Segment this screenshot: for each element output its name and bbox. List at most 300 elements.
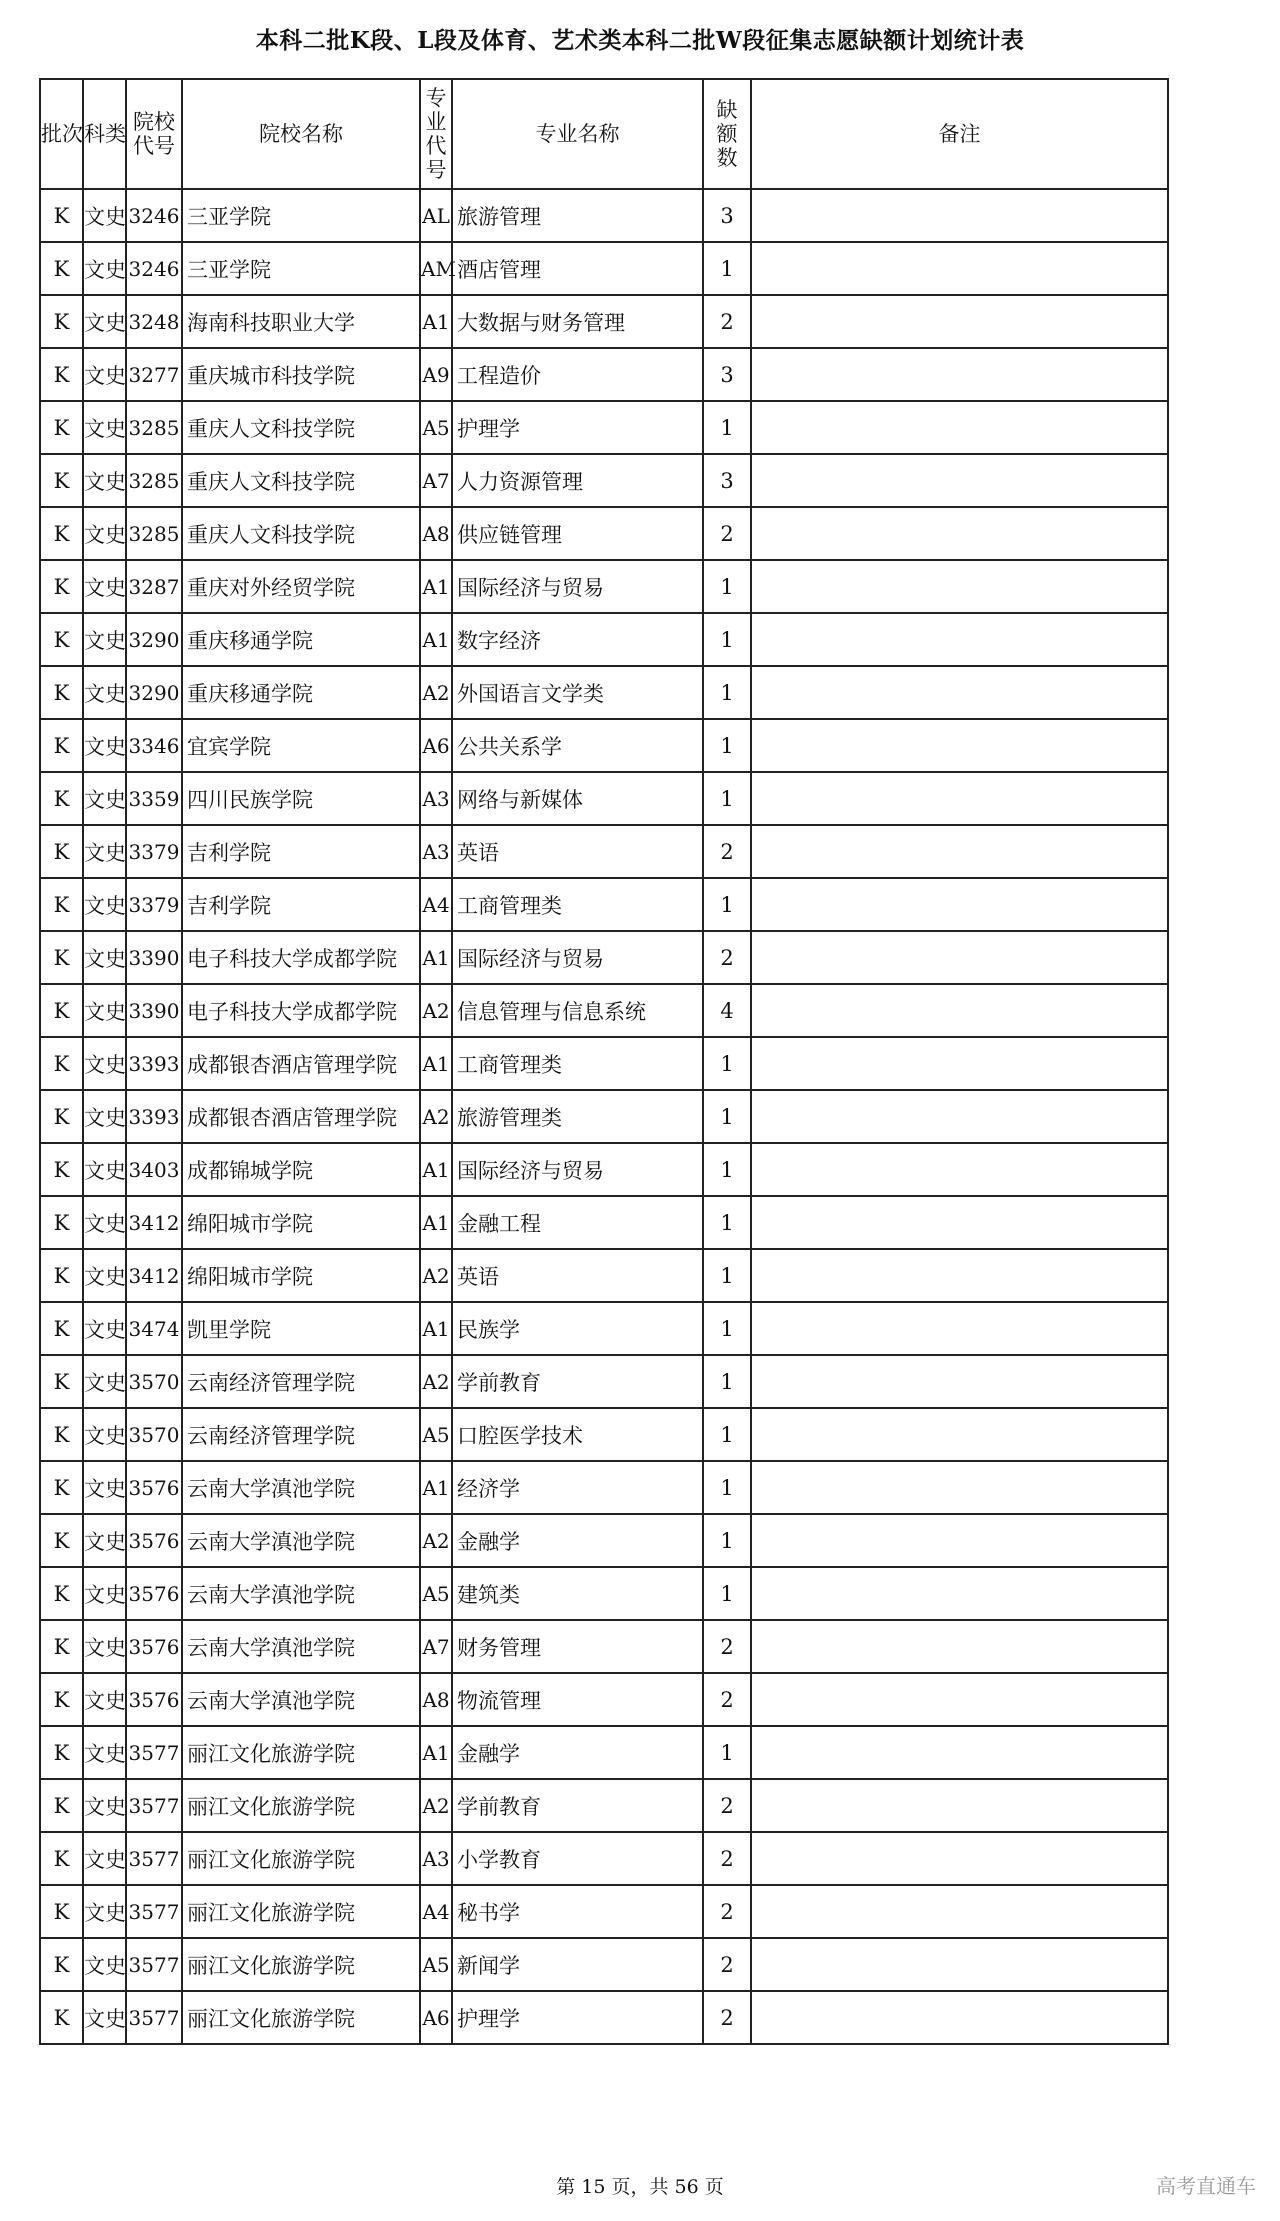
- cell-major-name: 建筑类: [452, 1567, 703, 1620]
- table-row: [40, 454, 1168, 507]
- cell-major-code: A2: [420, 984, 452, 1037]
- cell-batch: K: [40, 931, 83, 984]
- cell-remark: [751, 1832, 1168, 1885]
- cell-batch: K: [40, 1196, 83, 1249]
- cell-vacancy: 3: [703, 454, 751, 507]
- cell-remark: [751, 189, 1168, 242]
- cell-major-code: A8: [420, 1673, 452, 1726]
- cell-major-code: A4: [420, 1885, 452, 1938]
- cell-remark: [751, 560, 1168, 613]
- table-row: [40, 1726, 1168, 1779]
- cell-major-code: A5: [420, 1408, 452, 1461]
- cell-school-name: 电子科技大学成都学院: [182, 931, 420, 984]
- cell-vacancy: 3: [703, 348, 751, 401]
- table-row: [40, 1302, 1168, 1355]
- cell-batch: K: [40, 295, 83, 348]
- cell-major-code: A1: [420, 1143, 452, 1196]
- cell-major-code: A6: [420, 719, 452, 772]
- page-number: 第 15 页，共 56 页: [556, 2176, 724, 2198]
- cell-major-name: 工程造价: [452, 348, 703, 401]
- cell-vacancy: 1: [703, 560, 751, 613]
- cell-vacancy: 2: [703, 1779, 751, 1832]
- cell-major-name: 供应链管理: [452, 507, 703, 560]
- watermark: 高考直通车: [1156, 2174, 1256, 2198]
- cell-major-name: 秘书学: [452, 1885, 703, 1938]
- cell-major-code: A2: [420, 1779, 452, 1832]
- cell-school-name: 绵阳城市学院: [182, 1249, 420, 1302]
- cell-category: 文史: [83, 719, 126, 772]
- page-title: 本科二批K段、L段及体育、艺术类本科二批W段征集志愿缺额计划统计表: [255, 27, 1025, 54]
- cell-school-code: 3576: [126, 1620, 182, 1673]
- cell-school-name: 云南经济管理学院: [182, 1355, 420, 1408]
- table-row: [40, 1408, 1168, 1461]
- cell-remark: [751, 1779, 1168, 1832]
- cell-category: 文史: [83, 878, 126, 931]
- cell-vacancy: 2: [703, 1832, 751, 1885]
- cell-school-code: 3359: [126, 772, 182, 825]
- cell-category: 文史: [83, 348, 126, 401]
- cell-school-code: 3393: [126, 1090, 182, 1143]
- cell-category: 文史: [83, 1249, 126, 1302]
- cell-remark: [751, 507, 1168, 560]
- cell-vacancy: 1: [703, 1249, 751, 1302]
- cell-major-code: A3: [420, 772, 452, 825]
- table-row: [40, 1620, 1168, 1673]
- table-row: [40, 507, 1168, 560]
- cell-category: 文史: [83, 1143, 126, 1196]
- table-row: [40, 931, 1168, 984]
- cell-school-name: 丽江文化旅游学院: [182, 1832, 420, 1885]
- cell-major-name: 旅游管理: [452, 189, 703, 242]
- cell-category: 文史: [83, 1779, 126, 1832]
- cell-category: 文史: [83, 401, 126, 454]
- table-row: [40, 1196, 1168, 1249]
- cell-remark: [751, 1249, 1168, 1302]
- cell-school-name: 成都银杏酒店管理学院: [182, 1037, 420, 1090]
- cell-category: 文史: [83, 825, 126, 878]
- cell-school-code: 3577: [126, 1938, 182, 1991]
- header-school-code: [126, 79, 182, 189]
- cell-batch: K: [40, 1726, 83, 1779]
- cell-major-code: A4: [420, 878, 452, 931]
- cell-school-name: 云南大学滇池学院: [182, 1514, 420, 1567]
- cell-vacancy: 1: [703, 1726, 751, 1779]
- cell-major-name: 旅游管理类: [452, 1090, 703, 1143]
- cell-major-code: A3: [420, 825, 452, 878]
- cell-major-name: 大数据与财务管理: [452, 295, 703, 348]
- cell-major-name: 经济学: [452, 1461, 703, 1514]
- cell-vacancy: 1: [703, 1196, 751, 1249]
- cell-school-name: 丽江文化旅游学院: [182, 1991, 420, 2044]
- cell-major-code: A1: [420, 1726, 452, 1779]
- cell-vacancy: 1: [703, 1037, 751, 1090]
- cell-school-name: 重庆人文科技学院: [182, 507, 420, 560]
- table-row: [40, 1355, 1168, 1408]
- table-row: [40, 1567, 1168, 1620]
- cell-remark: [751, 1408, 1168, 1461]
- cell-school-code: 3576: [126, 1673, 182, 1726]
- cell-major-code: A1: [420, 1461, 452, 1514]
- cell-remark: [751, 1514, 1168, 1567]
- cell-major-name: 外国语言文学类: [452, 666, 703, 719]
- cell-vacancy: 2: [703, 1938, 751, 1991]
- cell-vacancy: 1: [703, 1514, 751, 1567]
- table-row: [40, 295, 1168, 348]
- cell-batch: K: [40, 719, 83, 772]
- cell-category: 文史: [83, 931, 126, 984]
- cell-batch: K: [40, 1461, 83, 1514]
- cell-remark: [751, 1885, 1168, 1938]
- cell-remark: [751, 242, 1168, 295]
- header-vacancy-line1: 缺: [716, 98, 738, 122]
- vacancy-table: [39, 78, 1169, 2045]
- table-row: [40, 719, 1168, 772]
- cell-vacancy: 2: [703, 1991, 751, 2044]
- cell-school-code: 3577: [126, 1832, 182, 1885]
- cell-major-name: 英语: [452, 1249, 703, 1302]
- cell-school-name: 重庆对外经贸学院: [182, 560, 420, 613]
- cell-school-code: 3570: [126, 1408, 182, 1461]
- cell-batch: K: [40, 454, 83, 507]
- cell-major-code: A1: [420, 1302, 452, 1355]
- cell-major-name: 英语: [452, 825, 703, 878]
- cell-category: 文史: [83, 295, 126, 348]
- cell-school-code: 3577: [126, 1885, 182, 1938]
- cell-remark: [751, 931, 1168, 984]
- cell-vacancy: 1: [703, 772, 751, 825]
- cell-remark: [751, 348, 1168, 401]
- table-row: [40, 1461, 1168, 1514]
- cell-remark: [751, 1673, 1168, 1726]
- cell-major-code: AL: [420, 189, 452, 242]
- cell-remark: [751, 1037, 1168, 1090]
- cell-batch: K: [40, 1249, 83, 1302]
- cell-major-name: 工商管理类: [452, 878, 703, 931]
- cell-major-name: 民族学: [452, 1302, 703, 1355]
- cell-remark: [751, 1620, 1168, 1673]
- cell-major-code: AM: [420, 242, 452, 295]
- cell-category: 文史: [83, 613, 126, 666]
- cell-vacancy: 1: [703, 1461, 751, 1514]
- cell-major-name: 国际经济与贸易: [452, 931, 703, 984]
- cell-major-name: 国际经济与贸易: [452, 560, 703, 613]
- cell-major-code: A2: [420, 1355, 452, 1408]
- cell-school-code: 3474: [126, 1302, 182, 1355]
- cell-school-code: 3412: [126, 1249, 182, 1302]
- cell-batch: K: [40, 613, 83, 666]
- cell-school-code: 3577: [126, 1991, 182, 2044]
- cell-major-code: A2: [420, 1249, 452, 1302]
- cell-major-code: A1: [420, 295, 452, 348]
- cell-remark: [751, 1355, 1168, 1408]
- cell-major-name: 信息管理与信息系统: [452, 984, 703, 1037]
- cell-vacancy: 2: [703, 825, 751, 878]
- table-row: [40, 1885, 1168, 1938]
- cell-school-name: 重庆移通学院: [182, 613, 420, 666]
- cell-batch: K: [40, 1408, 83, 1461]
- cell-major-code: A1: [420, 560, 452, 613]
- cell-school-name: 丽江文化旅游学院: [182, 1779, 420, 1832]
- cell-remark: [751, 1938, 1168, 1991]
- cell-school-code: 3246: [126, 189, 182, 242]
- cell-school-code: 3379: [126, 825, 182, 878]
- cell-category: 文史: [83, 560, 126, 613]
- cell-school-name: 吉利学院: [182, 878, 420, 931]
- cell-category: 文史: [83, 1991, 126, 2044]
- cell-category: 文史: [83, 1567, 126, 1620]
- header-batch: 批次: [40, 79, 83, 189]
- cell-remark: [751, 1991, 1168, 2044]
- cell-vacancy: 1: [703, 1408, 751, 1461]
- cell-remark: [751, 984, 1168, 1037]
- header-major-code: [420, 79, 452, 189]
- cell-school-code: 3570: [126, 1355, 182, 1408]
- cell-school-code: 3390: [126, 984, 182, 1037]
- cell-vacancy: 1: [703, 878, 751, 931]
- cell-major-code: A6: [420, 1991, 452, 2044]
- cell-school-name: 电子科技大学成都学院: [182, 984, 420, 1037]
- cell-school-name: 三亚学院: [182, 189, 420, 242]
- cell-major-code: A9: [420, 348, 452, 401]
- cell-school-name: 云南大学滇池学院: [182, 1673, 420, 1726]
- table-row: [40, 189, 1168, 242]
- cell-major-name: 国际经济与贸易: [452, 1143, 703, 1196]
- cell-vacancy: 1: [703, 1567, 751, 1620]
- table-row: [40, 1037, 1168, 1090]
- cell-major-code: A7: [420, 1620, 452, 1673]
- table-row: [40, 1832, 1168, 1885]
- cell-batch: K: [40, 560, 83, 613]
- cell-school-code: 3285: [126, 454, 182, 507]
- cell-remark: [751, 1143, 1168, 1196]
- table-row: [40, 348, 1168, 401]
- cell-vacancy: 1: [703, 666, 751, 719]
- cell-remark: [751, 1461, 1168, 1514]
- header-vacancy-line3: 数: [716, 146, 738, 170]
- cell-school-code: 3287: [126, 560, 182, 613]
- header-school-name: 院校名称: [182, 79, 420, 189]
- cell-school-name: 重庆人文科技学院: [182, 454, 420, 507]
- cell-school-name: 凯里学院: [182, 1302, 420, 1355]
- cell-batch: K: [40, 772, 83, 825]
- cell-category: 文史: [83, 189, 126, 242]
- header-category: 科类: [83, 79, 126, 189]
- cell-major-code: A2: [420, 1514, 452, 1567]
- cell-batch: K: [40, 242, 83, 295]
- cell-vacancy: 2: [703, 931, 751, 984]
- table-row: [40, 772, 1168, 825]
- cell-major-name: 人力资源管理: [452, 454, 703, 507]
- cell-batch: K: [40, 1673, 83, 1726]
- cell-vacancy: 2: [703, 1620, 751, 1673]
- cell-batch: K: [40, 1620, 83, 1673]
- cell-category: 文史: [83, 1196, 126, 1249]
- cell-category: 文史: [83, 1514, 126, 1567]
- table-header-row: [40, 79, 1168, 189]
- cell-major-name: 物流管理: [452, 1673, 703, 1726]
- cell-batch: K: [40, 189, 83, 242]
- cell-school-code: 3379: [126, 878, 182, 931]
- cell-school-name: 丽江文化旅游学院: [182, 1726, 420, 1779]
- cell-category: 文史: [83, 1620, 126, 1673]
- header-major-code-line4: 号: [425, 158, 447, 182]
- cell-category: 文史: [83, 1037, 126, 1090]
- cell-category: 文史: [83, 1673, 126, 1726]
- cell-category: 文史: [83, 1726, 126, 1779]
- cell-school-name: 云南大学滇池学院: [182, 1620, 420, 1673]
- table-row: [40, 560, 1168, 613]
- cell-batch: K: [40, 1885, 83, 1938]
- cell-batch: K: [40, 1037, 83, 1090]
- header-vacancy: [703, 79, 751, 189]
- table-row: [40, 1249, 1168, 1302]
- cell-school-code: 3403: [126, 1143, 182, 1196]
- cell-remark: [751, 1196, 1168, 1249]
- header-school-code-line1: 院校: [133, 110, 175, 134]
- cell-school-name: 宜宾学院: [182, 719, 420, 772]
- cell-batch: K: [40, 878, 83, 931]
- cell-remark: [751, 666, 1168, 719]
- cell-batch: K: [40, 1514, 83, 1567]
- cell-school-name: 云南大学滇池学院: [182, 1567, 420, 1620]
- table-row: [40, 401, 1168, 454]
- cell-major-code: A5: [420, 1567, 452, 1620]
- cell-major-name: 工商管理类: [452, 1037, 703, 1090]
- cell-vacancy: 1: [703, 1143, 751, 1196]
- cell-vacancy: 1: [703, 401, 751, 454]
- cell-vacancy: 1: [703, 1302, 751, 1355]
- cell-remark: [751, 1726, 1168, 1779]
- cell-remark: [751, 401, 1168, 454]
- cell-major-name: 新闻学: [452, 1938, 703, 1991]
- cell-major-name: 金融学: [452, 1514, 703, 1567]
- cell-school-code: 3346: [126, 719, 182, 772]
- cell-category: 文史: [83, 984, 126, 1037]
- cell-vacancy: 1: [703, 719, 751, 772]
- cell-major-code: A2: [420, 666, 452, 719]
- cell-category: 文史: [83, 666, 126, 719]
- cell-category: 文史: [83, 772, 126, 825]
- cell-vacancy: 2: [703, 295, 751, 348]
- cell-batch: K: [40, 1302, 83, 1355]
- table-row: [40, 1514, 1168, 1567]
- cell-school-name: 丽江文化旅游学院: [182, 1885, 420, 1938]
- table-row: [40, 1143, 1168, 1196]
- cell-category: 文史: [83, 454, 126, 507]
- cell-category: 文史: [83, 1302, 126, 1355]
- table-row: [40, 1991, 1168, 2044]
- cell-category: 文史: [83, 507, 126, 560]
- cell-major-name: 口腔医学技术: [452, 1408, 703, 1461]
- cell-major-code: A5: [420, 401, 452, 454]
- cell-school-name: 绵阳城市学院: [182, 1196, 420, 1249]
- cell-category: 文史: [83, 242, 126, 295]
- cell-school-code: 3576: [126, 1514, 182, 1567]
- cell-major-code: A3: [420, 1832, 452, 1885]
- table-body: [40, 189, 1168, 2044]
- cell-batch: K: [40, 507, 83, 560]
- cell-school-name: 重庆移通学院: [182, 666, 420, 719]
- cell-school-code: 3290: [126, 613, 182, 666]
- cell-vacancy: 2: [703, 1673, 751, 1726]
- cell-category: 文史: [83, 1461, 126, 1514]
- cell-major-name: 护理学: [452, 1991, 703, 2044]
- cell-school-code: 3412: [126, 1196, 182, 1249]
- cell-vacancy: 1: [703, 1355, 751, 1408]
- table-row: [40, 1938, 1168, 1991]
- cell-major-code: A1: [420, 613, 452, 666]
- header-remark: 备注: [751, 79, 1168, 189]
- cell-school-name: 云南大学滇池学院: [182, 1461, 420, 1514]
- cell-major-name: 财务管理: [452, 1620, 703, 1673]
- cell-vacancy: 1: [703, 613, 751, 666]
- cell-remark: [751, 1567, 1168, 1620]
- cell-school-code: 3393: [126, 1037, 182, 1090]
- cell-major-code: A2: [420, 1090, 452, 1143]
- cell-batch: K: [40, 984, 83, 1037]
- cell-school-name: 三亚学院: [182, 242, 420, 295]
- cell-major-name: 网络与新媒体: [452, 772, 703, 825]
- cell-vacancy: 2: [703, 1885, 751, 1938]
- header-major-code-line3: 代: [425, 134, 447, 158]
- cell-batch: K: [40, 1991, 83, 2044]
- cell-batch: K: [40, 1832, 83, 1885]
- cell-vacancy: 1: [703, 242, 751, 295]
- header-vacancy-line2: 额: [716, 122, 738, 146]
- cell-school-name: 四川民族学院: [182, 772, 420, 825]
- cell-category: 文史: [83, 1408, 126, 1461]
- cell-vacancy: 4: [703, 984, 751, 1037]
- table-row: [40, 1673, 1168, 1726]
- cell-major-name: 学前教育: [452, 1779, 703, 1832]
- cell-batch: K: [40, 401, 83, 454]
- table-row: [40, 613, 1168, 666]
- cell-batch: K: [40, 1938, 83, 1991]
- cell-school-name: 海南科技职业大学: [182, 295, 420, 348]
- cell-major-name: 金融工程: [452, 1196, 703, 1249]
- cell-major-code: A7: [420, 454, 452, 507]
- cell-school-code: 3577: [126, 1726, 182, 1779]
- cell-school-name: 重庆人文科技学院: [182, 401, 420, 454]
- cell-major-name: 金融学: [452, 1726, 703, 1779]
- cell-school-code: 3285: [126, 401, 182, 454]
- cell-school-name: 丽江文化旅游学院: [182, 1938, 420, 1991]
- cell-vacancy: 1: [703, 1090, 751, 1143]
- cell-school-code: 3577: [126, 1779, 182, 1832]
- cell-remark: [751, 295, 1168, 348]
- cell-major-name: 公共关系学: [452, 719, 703, 772]
- cell-remark: [751, 772, 1168, 825]
- table-row: [40, 1779, 1168, 1832]
- cell-category: 文史: [83, 1938, 126, 1991]
- cell-remark: [751, 1302, 1168, 1355]
- cell-school-name: 重庆城市科技学院: [182, 348, 420, 401]
- table-row: [40, 984, 1168, 1037]
- cell-school-code: 3246: [126, 242, 182, 295]
- table-row: [40, 242, 1168, 295]
- table-row: [40, 825, 1168, 878]
- cell-major-code: A1: [420, 1037, 452, 1090]
- cell-school-code: 3290: [126, 666, 182, 719]
- cell-major-code: A1: [420, 931, 452, 984]
- cell-major-name: 数字经济: [452, 613, 703, 666]
- cell-school-name: 成都锦城学院: [182, 1143, 420, 1196]
- cell-school-code: 3576: [126, 1461, 182, 1514]
- cell-school-name: 吉利学院: [182, 825, 420, 878]
- cell-batch: K: [40, 1090, 83, 1143]
- cell-remark: [751, 1090, 1168, 1143]
- cell-batch: K: [40, 1355, 83, 1408]
